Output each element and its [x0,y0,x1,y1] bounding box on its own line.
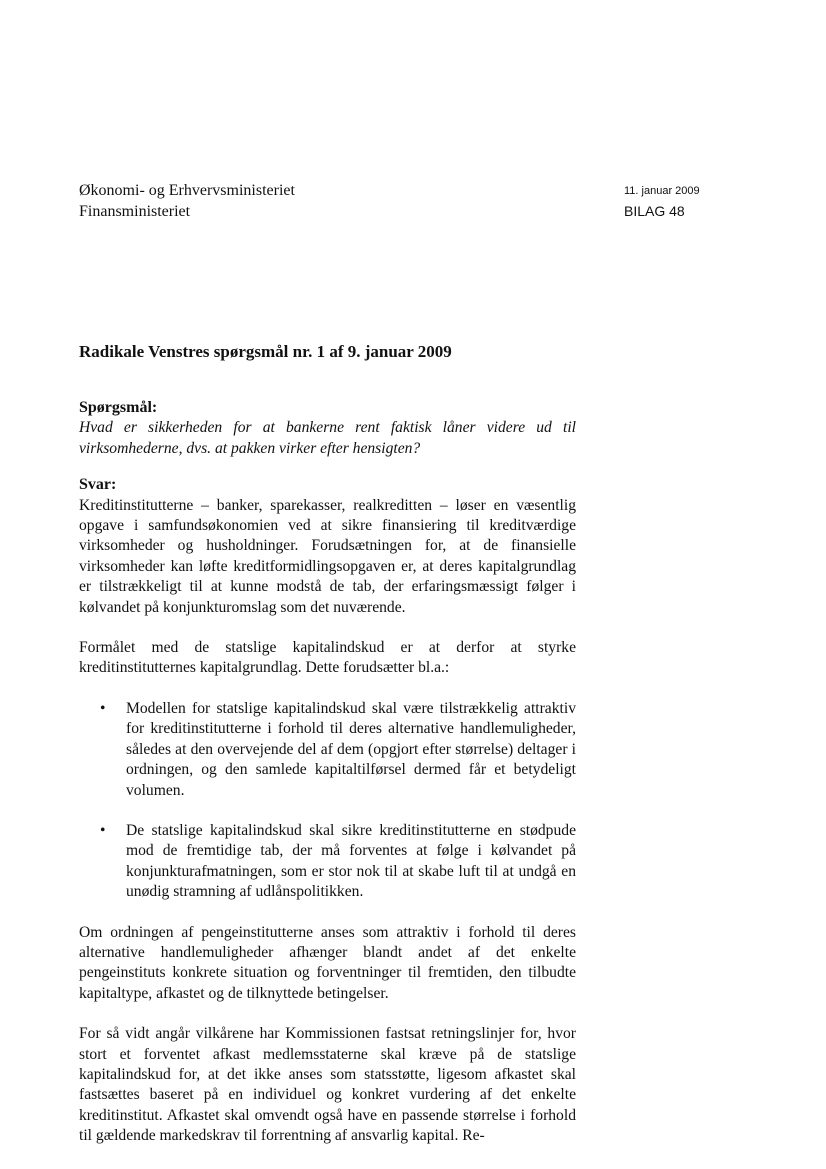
list-item-text: Modellen for statslige kapitalindskud skal være tilstrækkelig attraktiv for kreditinstitutterne i forhold til deres alternative handlemuligheder, således at den overvejende del af dem (opgjort efter størrelse) deltager i ordningen, og den samlede kapitaltilførsel dermed får et betydeligt volumen. [126,699,576,799]
document-body [79,398,576,1167]
bullet-icon: • [100,821,106,839]
sender-line-1: Økonomi- og Erhvervsministeriet [79,182,295,199]
answer-section [79,475,576,1146]
answer-paragraph-2: Formålet med de statslige kapitalindskud er at derfor at styrke kreditinstitutternes kapitalgrundlag. Dette forudsætter bl.a.: [79,639,576,677]
answer-paragraph-1: Kreditinstitutterne – banker, sparekasser, realkreditten – løser en væsentlig opgave i samfundsøkonomien ved at sikre finansiering til kreditværdige virksomheder og husholdninger. Forudsætningen for, at de finansielle virksomheder kan løfte kreditformidlingsopgaven er, at deres kapitalgrundlag er tilstrækkeligt til at kunne modstå de tab, der erfaringsmæssigt følger i kølvandet på konjunkturomslag som det nuværende. [79,496,576,616]
answer-label: Svar: [79,476,117,494]
question-label: Spørgsmål: [79,399,158,416]
bilag-number: BILAG 48 [624,203,685,219]
bullet-icon: • [100,699,106,717]
document-date: 11. januar 2009 [624,185,700,197]
sender-block [79,180,295,222]
document-title: Radikale Venstres spørgsmål nr. 1 af 9. januar 2009 [79,342,452,361]
question-text: Hvad er sikkerheden for at bankerne rent faktisk låner videre ud til virksomhederne, dvs. at pakken virker efter hensigten? [79,419,576,457]
document-meta [624,184,700,221]
sender-line-2: Finansministeriet [79,203,191,220]
list-item [79,699,576,801]
list-item-text: De statslige kapitalindskud skal sikre kreditinstitutterne en stødpude mod de fremtidige tab, der må forventes at følge i kølvandet på konjunkturafmatningen, som er stor nok til at skabe luft til at undgå en unødig stramning af udlånspolitikken. [126,821,576,901]
answer-paragraph-4: For så vidt angår vilkårene har Kommissionen fastsat retningslinjer for, hvor stort et forventet afkast medlemsstaterne skal kræve på de statslige kapitalindskud for, at det ikke anses som statsstøtte, ligesom afkastet skal fastsættes baseret på en individuel og konkret vurdering af det enkelte kreditinstitut. Afkastet skal omvendt også have en passende størrelse i forhold til gældende markedskrav til forrentning af ansvarlig kapital. Re- [79,1025,576,1145]
question-section [79,398,576,459]
requirements-list [79,699,576,903]
list-item [79,821,576,903]
answer-paragraph-3: Om ordningen af pengeinstitutterne anses som attraktiv i forhold til deres alternative handlemuligheder afhænger blandt andet af det enkelte pengeinstituts konkrete situation og forventninger til fremtiden, den tilbudte kapitaltype, afkastet og de tilknyttede betingelser. [79,923,576,1002]
